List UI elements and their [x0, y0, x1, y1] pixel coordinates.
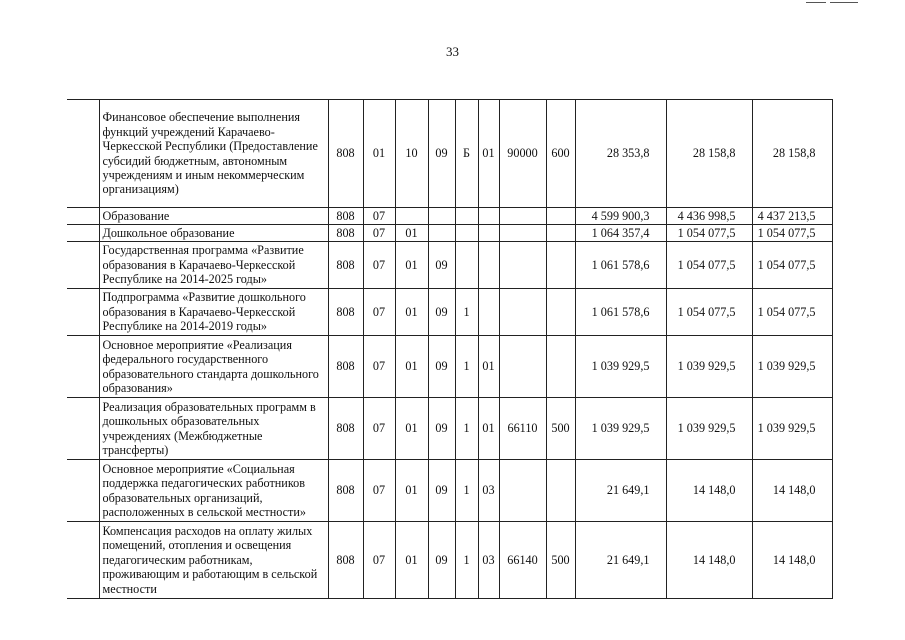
activity-code-cell: [478, 242, 499, 289]
amount-year1-cell: 1 064 357,4: [575, 225, 666, 242]
expense-type-code-cell: 500: [546, 398, 575, 460]
table-row: [67, 289, 832, 336]
subprogram-code-cell: 1: [455, 460, 478, 522]
expense-type-code-cell: [546, 289, 575, 336]
section-code-cell: 07: [363, 398, 395, 460]
amount-year1-cell: 4 599 900,3: [575, 208, 666, 225]
subprogram-code-cell: [455, 225, 478, 242]
amount-year1-cell: 1 039 929,5: [575, 336, 666, 398]
direction-code-cell: 66140: [499, 522, 546, 599]
row-gutter-cell: [67, 208, 99, 225]
item-name-cell: Компенсация расходов на оплату жилых помещений, отопления и освещения педагогическим работникам, проживающим и работающим в сельской местности: [99, 522, 328, 599]
section-code-cell: 07: [363, 225, 395, 242]
table-row: [67, 225, 832, 242]
item-name-cell: Подпрограмма «Развитие дошкольного образования в Карачаево-Черкесской Республике на 2014-2019 годы»: [99, 289, 328, 336]
table-row: [67, 242, 832, 289]
activity-code-cell: [478, 225, 499, 242]
subprogram-code-cell: 1: [455, 336, 478, 398]
table-row: [67, 336, 832, 398]
item-name-cell: Дошкольное образование: [99, 225, 328, 242]
ministry-code-cell: 808: [328, 289, 363, 336]
row-gutter-cell: [67, 460, 99, 522]
scan-artifact-line: [806, 2, 826, 3]
direction-code-cell: [499, 460, 546, 522]
amount-year3-cell: 1 054 077,5: [752, 242, 832, 289]
item-name-cell: Государственная программа «Развитие образования в Карачаево-Черкесской Республике на 2014-2025 годы»: [99, 242, 328, 289]
row-gutter-cell: [67, 336, 99, 398]
program-code-cell: [428, 208, 455, 225]
ministry-code-cell: 808: [328, 460, 363, 522]
activity-code-cell: 03: [478, 460, 499, 522]
item-name-cell: Основное мероприятие «Реализация федерального государственного образовательного стандарта дошкольного образования»: [99, 336, 328, 398]
subsection-code-cell: 01: [395, 460, 428, 522]
row-gutter-cell: [67, 522, 99, 599]
amount-year3-cell: 14 148,0: [752, 522, 832, 599]
ministry-code-cell: 808: [328, 100, 363, 208]
amount-year3-cell: 1 039 929,5: [752, 336, 832, 398]
item-name-cell: Реализация образовательных программ в дошкольных образовательных учреждениях (Межбюджетные трансферты): [99, 398, 328, 460]
scan-artifact-line: [830, 2, 858, 3]
ministry-code-cell: 808: [328, 336, 363, 398]
direction-code-cell: [499, 225, 546, 242]
subsection-code-cell: 01: [395, 242, 428, 289]
expense-type-code-cell: [546, 460, 575, 522]
program-code-cell: 09: [428, 100, 455, 208]
subprogram-code-cell: 1: [455, 289, 478, 336]
ministry-code-cell: 808: [328, 208, 363, 225]
direction-code-cell: [499, 208, 546, 225]
table-row: [67, 208, 832, 225]
activity-code-cell: 01: [478, 336, 499, 398]
row-gutter-cell: [67, 100, 99, 208]
row-gutter-cell: [67, 242, 99, 289]
subprogram-code-cell: Б: [455, 100, 478, 208]
expense-type-code-cell: [546, 242, 575, 289]
subprogram-code-cell: [455, 242, 478, 289]
amount-year1-cell: 1 039 929,5: [575, 398, 666, 460]
section-code-cell: 07: [363, 208, 395, 225]
amount-year2-cell: 1 039 929,5: [666, 398, 752, 460]
program-code-cell: 09: [428, 242, 455, 289]
amount-year2-cell: 14 148,0: [666, 522, 752, 599]
amount-year2-cell: 1 054 077,5: [666, 289, 752, 336]
amount-year2-cell: 28 158,8: [666, 100, 752, 208]
table-row: [67, 100, 832, 208]
section-code-cell: 07: [363, 242, 395, 289]
subsection-code-cell: 01: [395, 225, 428, 242]
table-row: [67, 522, 832, 599]
direction-code-cell: 66110: [499, 398, 546, 460]
direction-code-cell: [499, 289, 546, 336]
amount-year2-cell: 4 436 998,5: [666, 208, 752, 225]
amount-year1-cell: 21 649,1: [575, 460, 666, 522]
subsection-code-cell: [395, 208, 428, 225]
ministry-code-cell: 808: [328, 398, 363, 460]
activity-code-cell: [478, 208, 499, 225]
table-row: [67, 398, 832, 460]
ministry-code-cell: 808: [328, 242, 363, 289]
item-name-cell: Образование: [99, 208, 328, 225]
program-code-cell: 09: [428, 336, 455, 398]
amount-year3-cell: 1 039 929,5: [752, 398, 832, 460]
activity-code-cell: 03: [478, 522, 499, 599]
page-number: 33: [446, 44, 459, 59]
row-gutter-cell: [67, 225, 99, 242]
section-code-cell: 07: [363, 522, 395, 599]
item-name-cell: Основное мероприятие «Социальная поддержка педагогических работников образовательных организаций, расположенных в сельской местности»: [99, 460, 328, 522]
section-code-cell: 07: [363, 460, 395, 522]
table-row: [67, 460, 832, 522]
expense-type-code-cell: 600: [546, 100, 575, 208]
subsection-code-cell: 10: [395, 100, 428, 208]
expense-type-code-cell: [546, 336, 575, 398]
ministry-code-cell: 808: [328, 522, 363, 599]
subsection-code-cell: 01: [395, 522, 428, 599]
subsection-code-cell: 01: [395, 336, 428, 398]
ministry-code-cell: 808: [328, 225, 363, 242]
section-code-cell: 07: [363, 336, 395, 398]
amount-year3-cell: 1 054 077,5: [752, 225, 832, 242]
subprogram-code-cell: 1: [455, 398, 478, 460]
program-code-cell: 09: [428, 522, 455, 599]
subprogram-code-cell: [455, 208, 478, 225]
amount-year2-cell: 1 054 077,5: [666, 225, 752, 242]
program-code-cell: [428, 225, 455, 242]
amount-year2-cell: 14 148,0: [666, 460, 752, 522]
item-name-cell: Финансовое обеспечение выполнения функций учреждений Карачаево-Черкесской Республики (Предоставление субсидий бюджетным, автономным учреждениям и иным некоммерческим организациям): [99, 100, 328, 208]
direction-code-cell: [499, 242, 546, 289]
amount-year2-cell: 1 054 077,5: [666, 242, 752, 289]
program-code-cell: 09: [428, 460, 455, 522]
section-code-cell: 01: [363, 100, 395, 208]
expense-type-code-cell: [546, 208, 575, 225]
program-code-cell: 09: [428, 398, 455, 460]
subprogram-code-cell: 1: [455, 522, 478, 599]
subsection-code-cell: 01: [395, 398, 428, 460]
amount-year1-cell: 1 061 578,6: [575, 242, 666, 289]
row-gutter-cell: [67, 398, 99, 460]
expense-type-code-cell: 500: [546, 522, 575, 599]
activity-code-cell: [478, 289, 499, 336]
direction-code-cell: [499, 336, 546, 398]
subsection-code-cell: 01: [395, 289, 428, 336]
amount-year3-cell: 4 437 213,5: [752, 208, 832, 225]
amount-year1-cell: 28 353,8: [575, 100, 666, 208]
budget-table: [67, 99, 833, 599]
amount-year3-cell: 14 148,0: [752, 460, 832, 522]
activity-code-cell: 01: [478, 100, 499, 208]
activity-code-cell: 01: [478, 398, 499, 460]
section-code-cell: 07: [363, 289, 395, 336]
amount-year3-cell: 1 054 077,5: [752, 289, 832, 336]
expense-type-code-cell: [546, 225, 575, 242]
amount-year2-cell: 1 039 929,5: [666, 336, 752, 398]
program-code-cell: 09: [428, 289, 455, 336]
amount-year1-cell: 21 649,1: [575, 522, 666, 599]
row-gutter-cell: [67, 289, 99, 336]
amount-year1-cell: 1 061 578,6: [575, 289, 666, 336]
direction-code-cell: 90000: [499, 100, 546, 208]
amount-year3-cell: 28 158,8: [752, 100, 832, 208]
